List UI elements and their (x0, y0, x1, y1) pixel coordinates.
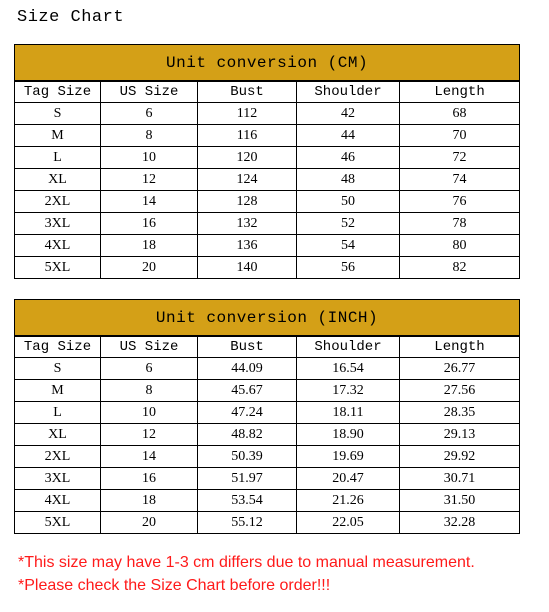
table-cell: 132 (198, 213, 297, 235)
table-cell: XL (15, 169, 101, 191)
table-cell: 18 (101, 235, 198, 257)
table-row (15, 446, 520, 468)
table-cell: 56 (297, 257, 400, 279)
table-cell: 29.13 (400, 424, 520, 446)
table-cell: 27.56 (400, 380, 520, 402)
table-cell: M (15, 380, 101, 402)
table-cell: 50.39 (198, 446, 297, 468)
table-cell: 140 (198, 257, 297, 279)
table-cell: 128 (198, 191, 297, 213)
table-cell: S (15, 103, 101, 125)
table-cell: 3XL (15, 213, 101, 235)
column-header: Tag Size (15, 81, 101, 103)
table-cell: 44 (297, 125, 400, 147)
table-cell: 68 (400, 103, 520, 125)
table-row (15, 468, 520, 490)
table-cell: 16 (101, 468, 198, 490)
table-cell: 55.12 (198, 512, 297, 534)
table-cell: XL (15, 424, 101, 446)
table-cell: 124 (198, 169, 297, 191)
size-table-inch (14, 299, 520, 534)
page-title: Size Chart (17, 8, 125, 27)
table-cell: 31.50 (400, 490, 520, 512)
table-cell: 48.82 (198, 424, 297, 446)
table-row (15, 213, 520, 235)
table-row (15, 125, 520, 147)
table-cell: 18.90 (297, 424, 400, 446)
table-row (15, 424, 520, 446)
table-cell: 8 (101, 125, 198, 147)
table-cell: 82 (400, 257, 520, 279)
table-cell: 53.54 (198, 490, 297, 512)
table-cell: 20 (101, 257, 198, 279)
table-cell: 2XL (15, 191, 101, 213)
table-cell: 45.67 (198, 380, 297, 402)
column-header: Shoulder (297, 81, 400, 103)
table-cell: 8 (101, 380, 198, 402)
table-cell: L (15, 147, 101, 169)
header-row (15, 81, 520, 103)
table-cell: 26.77 (400, 358, 520, 380)
size-table-cm (14, 44, 520, 279)
table-cell: 18 (101, 490, 198, 512)
table-caption: Unit conversion (INCH) (15, 300, 520, 337)
table-cell: 10 (101, 402, 198, 424)
table-cell: 48 (297, 169, 400, 191)
table-cell: 5XL (15, 257, 101, 279)
table-cell: 136 (198, 235, 297, 257)
table-cell: 6 (101, 103, 198, 125)
header-row (15, 336, 520, 358)
note-line: *This size may have 1-3 cm differs due to manual measurement. (18, 554, 475, 571)
column-header: Bust (198, 81, 297, 103)
table-cell: 12 (101, 169, 198, 191)
table-cell: 52 (297, 213, 400, 235)
table-cell: 2XL (15, 446, 101, 468)
table-cell: 22.05 (297, 512, 400, 534)
table-row (15, 490, 520, 512)
table-cell: 29.92 (400, 446, 520, 468)
table-row (15, 358, 520, 380)
table-cell: 28.35 (400, 402, 520, 424)
table-cell: 116 (198, 125, 297, 147)
table-row (15, 235, 520, 257)
table-row (15, 512, 520, 534)
table-cell: 10 (101, 147, 198, 169)
table-cell: 18.11 (297, 402, 400, 424)
table-cell: M (15, 125, 101, 147)
table-cell: 50 (297, 191, 400, 213)
table-caption: Unit conversion (CM) (15, 45, 520, 82)
table-cell: 4XL (15, 490, 101, 512)
table-cell: 32.28 (400, 512, 520, 534)
table-cell: 76 (400, 191, 520, 213)
table-cell: 80 (400, 235, 520, 257)
notes (18, 551, 548, 597)
table-cell: 4XL (15, 235, 101, 257)
table-cell: 47.24 (198, 402, 297, 424)
table-cell: 112 (198, 103, 297, 125)
table-cell: 14 (101, 446, 198, 468)
table-cell: 20 (101, 512, 198, 534)
table-cell: 5XL (15, 512, 101, 534)
table-cell: 6 (101, 358, 198, 380)
column-header: Shoulder (297, 336, 400, 358)
table-cell: 70 (400, 125, 520, 147)
table-cell: 78 (400, 213, 520, 235)
column-header: Length (400, 336, 520, 358)
column-header: Length (400, 81, 520, 103)
note-line: *Please check the Size Chart before order!!! (18, 577, 331, 594)
table-cell: L (15, 402, 101, 424)
table-cell: 12 (101, 424, 198, 446)
column-header: Tag Size (15, 336, 101, 358)
table-cell: 72 (400, 147, 520, 169)
column-header: US Size (101, 336, 198, 358)
table-cell: 20.47 (297, 468, 400, 490)
table-cell: 19.69 (297, 446, 400, 468)
column-header: US Size (101, 81, 198, 103)
table-cell: 3XL (15, 468, 101, 490)
table-row (15, 191, 520, 213)
table-row (15, 257, 520, 279)
table-cell: 74 (400, 169, 520, 191)
table-cell: 30.71 (400, 468, 520, 490)
table-cell: 54 (297, 235, 400, 257)
table-cell: 44.09 (198, 358, 297, 380)
table-cell: 14 (101, 191, 198, 213)
table-row (15, 147, 520, 169)
table-cell: 16 (101, 213, 198, 235)
table-cell: 16.54 (297, 358, 400, 380)
table-cell: 46 (297, 147, 400, 169)
column-header: Bust (198, 336, 297, 358)
table-row (15, 169, 520, 191)
table-row (15, 402, 520, 424)
table-cell: 51.97 (198, 468, 297, 490)
table-row (15, 103, 520, 125)
table-cell: S (15, 358, 101, 380)
table-row (15, 380, 520, 402)
table-cell: 17.32 (297, 380, 400, 402)
table-cell: 21.26 (297, 490, 400, 512)
table-cell: 42 (297, 103, 400, 125)
table-cell: 120 (198, 147, 297, 169)
